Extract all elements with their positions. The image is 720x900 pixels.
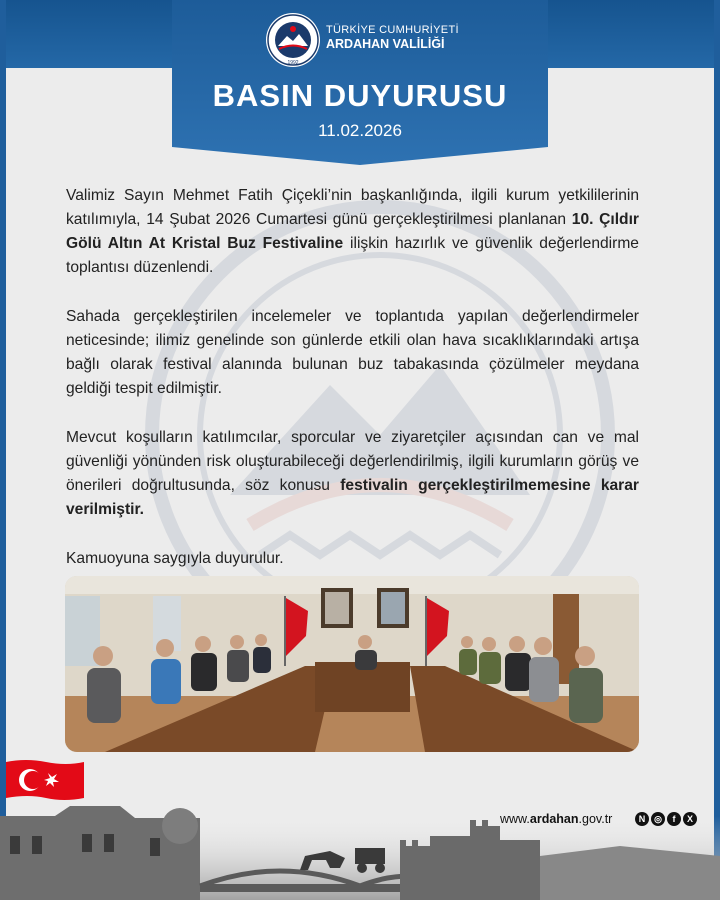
turkish-flag-icon (6, 760, 84, 800)
website-link[interactable]: www.ardahan.gov.tr (500, 812, 613, 826)
top-band-right (545, 0, 720, 68)
paragraph-1: Valimiz Sayın Mehmet Fatih Çiçekli’nin başkanlığında, ilgili kurum yetkililerinin katılımıyla, 14 Şubat 2026 Cumartesi günü gerçekleştirilmesi planlanan 10. Çıldır Gölü Altın At Kristal Buz Festivaline ilişkin hazırlık ve güvenlik değerlendirme toplantısı düzenlendi. (66, 187, 639, 276)
org-line1: TÜRKİYE CUMHURİYETİ (326, 24, 459, 36)
top-band-left (0, 0, 175, 68)
instagram-icon[interactable]: ◎ (651, 812, 665, 826)
nsosyal-icon[interactable]: N (635, 812, 649, 826)
valilik-logo (265, 12, 321, 68)
svg-text:1992: 1992 (287, 60, 299, 66)
announcement-body (66, 184, 639, 596)
announcement-date: 11.02.2026 (318, 121, 402, 140)
x-icon[interactable]: X (683, 812, 697, 826)
facebook-icon[interactable]: f (667, 812, 681, 826)
city-skyline (0, 756, 720, 900)
meeting-photo (65, 576, 639, 752)
paragraph-4: Kamuoyuna saygıyla duyurulur. (66, 550, 284, 567)
org-line2: ARDAHAN VALİLİĞİ (326, 37, 445, 51)
paragraph-3: Mevcut koşulların katılımcılar, sporcular ve ziyaretçiler açısından can ve mal güvenliği yönünden risk oluşturabileceği değerlendirilmiş, ilgili kurumların görüş ve önerileri doğrultusunda, söz konusu festivalin gerçekleştirilmemesine karar verilmiştir. (66, 429, 639, 518)
page-title: BASIN DUYURUSU (212, 78, 508, 113)
social-links (635, 812, 697, 826)
organization-name (326, 24, 459, 52)
paragraph-2: Sahada gerçekleştirilen incelemeler ve toplantıda yapılan değerlendirmeler neticesinde; ilimiz genelinde son günlerde etkili olan hava sıcaklıklarındaki artışa bağlı olarak festival alanında bulunan buz tabakasında çözülmeler meydana geldiği tespit edilmiştir. (66, 308, 639, 397)
